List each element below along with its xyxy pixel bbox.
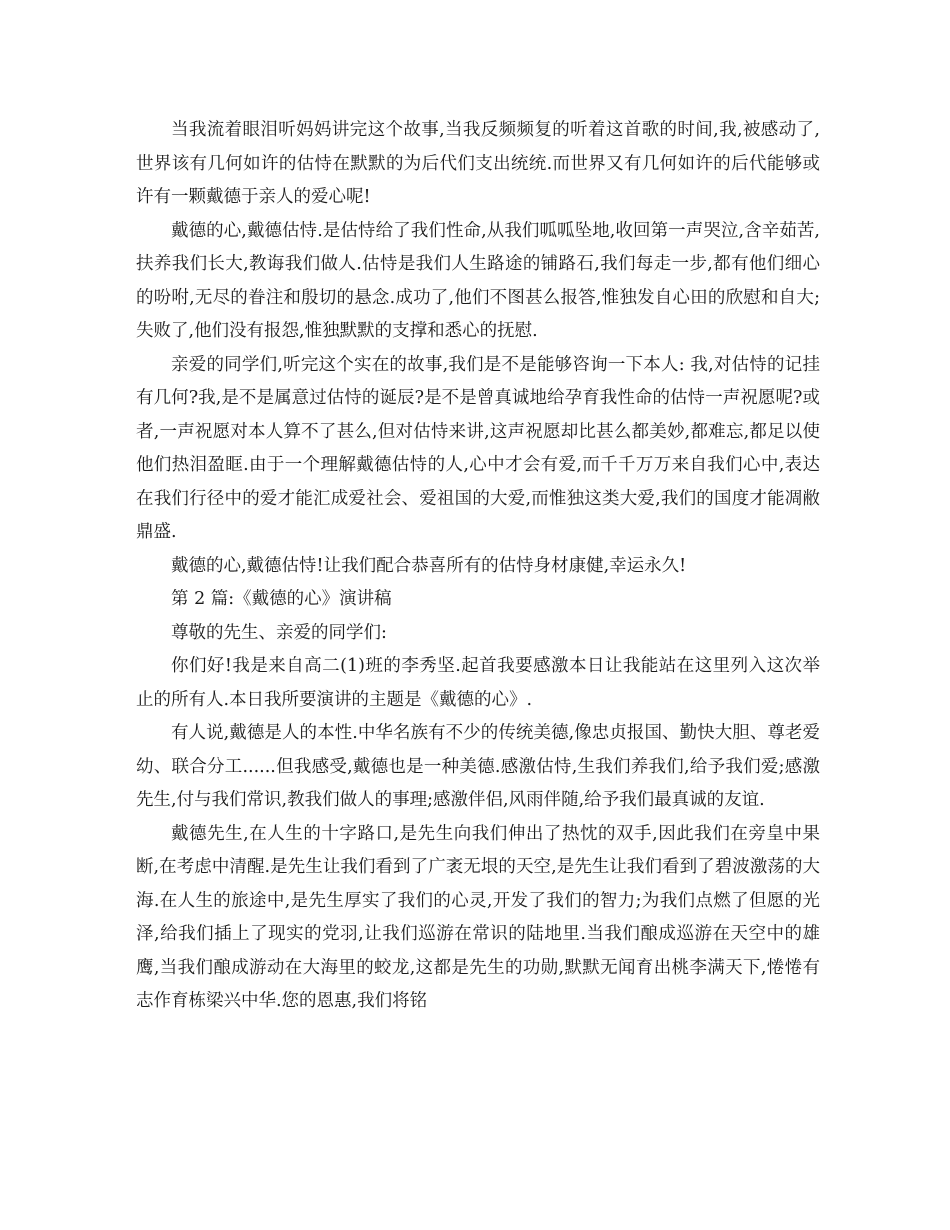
paragraph-9: 戴德先生,在人生的十字路口,是先生向我们伸出了热忱的双手,因此我们在旁皇中果断,在考虑中清醒.是先生让我们看到了广袤无垠的天空,是先生让我们看到了碧波激荡的大海.在人生的旅途中,是先生厚实了我们的心灵,开发了我们的智力;为我们点燃了但愿的光泽,给我们插上了现实的党羽,让我们巡游在常识的陆地里.当我们酿成巡游在天空中的雄鹰,当我们酿成游动在大海里的蛟龙,这都是先生的功勋,默默无闻育出桃李满天下,惓惓有志作育栋梁兴中华.您的恩惠,我们将铭	[136, 823, 820, 1011]
paragraph-1: 当我流着眼泪听妈妈讲完这个故事,当我反频频复的听着这首歌的时间,我,被感动了,世界该有几何如许的估恃在默默的为后代们支出统统.而世界又有几何如许的后代能够或许有一颗戴德于亲人的爱心呢!	[136, 120, 820, 207]
paragraph-4: 戴德的心,戴德估恃!让我们配合恭喜所有的估恃身材康健,幸运永久!	[171, 555, 687, 576]
section-heading: 第 2 篇:《戴德的心》演讲稿	[171, 589, 392, 609]
paragraph-2: 戴德的心,戴德估恃.是估恃给了我们性命,从我们呱呱坠地,收回第一声哭泣,含辛茹苦,扶养我们长大,教诲我们做人.估恃是我们人生路途的铺路石,我们每走一步,都有他们细心的吩咐,无尽的眷注和殷切的悬念.成功了,他们不图甚么报答,惟独发自心田的欣慰和自大;失败了,他们没有报怨,惟独默默的支撑和悉心的抚慰.	[136, 220, 820, 341]
paragraph-3: 亲爱的同学们,听完这个实在的故事,我们是不是能够咨询一下本人: 我,对估恃的记挂有几何?我,是不是属意过估恃的诞辰?是不是曾真诚地给孕育我性命的估恃一声祝愿呢?或者,一声祝愿对本人算不了甚么,但对估恃来讲,这声祝愿却比甚么都美妙,都难忘,都足以使他们热泪盈眶.由于一个理解戴德估恃的人,心中才会有爱,而千千万万来自我们心中,表达在我们行径中的爱才能汇成爱社会、爱祖国的大爱,而惟独这类大爱,我们的国度才能凋敝鼎盛.	[136, 354, 820, 542]
paragraph-7: 你们好!我是来自高二(1)班的李秀坚.起首我要感激本日让我能站在这里列入这次举止的所有人.本日我所要演讲的主题是《戴德的心》.	[136, 656, 820, 710]
paragraph-8: 有人说,戴德是人的本性.中华名族有不少的传统美德,像忠贞报国、勤快大胆、尊老爱幼、联合分工......但我感受,戴德也是一种美德.感激估恃,生我们养我们,给予我们爱;感激先生,付与我们常识,教我们做人的事理;感激伴侣,风雨伴随,给予我们最真诚的友谊.	[136, 723, 820, 810]
document-page	[136, 114, 820, 1019]
salutation: 尊敬的先生、亲爱的同学们:	[171, 622, 387, 643]
